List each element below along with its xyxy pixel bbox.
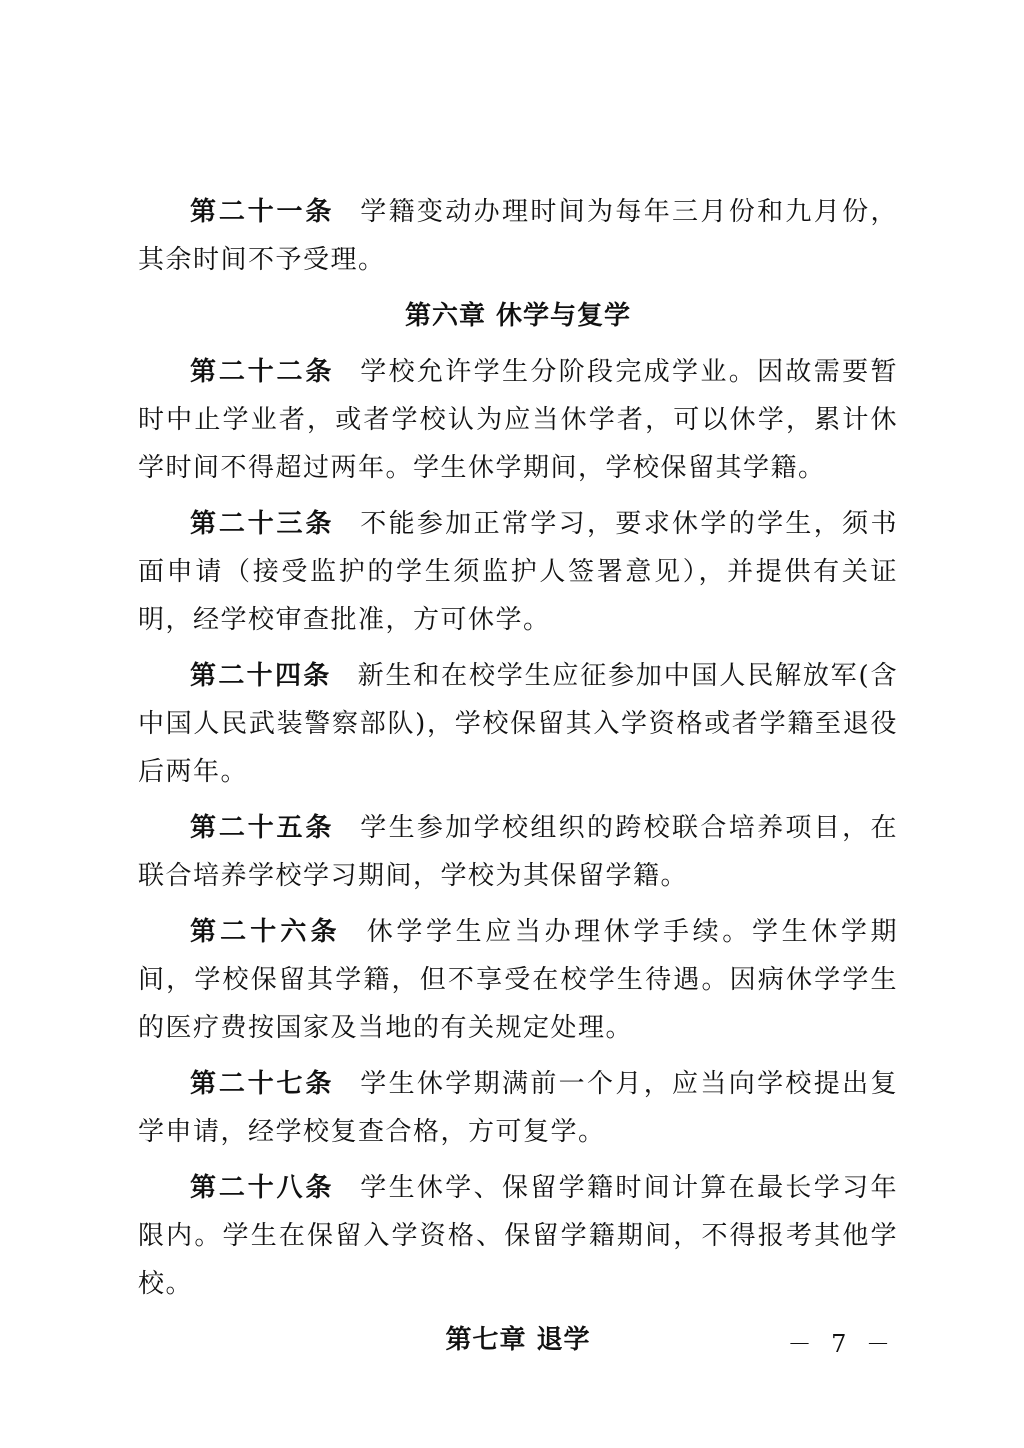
article-28 bbox=[138, 1164, 898, 1308]
article-21 bbox=[138, 188, 898, 284]
article-number: 第二十五条 bbox=[190, 813, 335, 843]
page-number: － 7 － bbox=[787, 1330, 896, 1358]
article-number: 第二十一条 bbox=[190, 197, 335, 227]
article-number: 第二十四条 bbox=[190, 661, 332, 691]
article-text: 学校允许学生分阶段完成学业。因故需要暂时中止学业者，或者学校认为应当休学者，可以休学，累计休学时间不得超过两年。学生休学期间，学校保留其学籍。 bbox=[138, 357, 898, 483]
article-text: 学生参加学校组织的跨校联合培养项目，在联合培养学校学习期间，学校为其保留学籍。 bbox=[138, 813, 898, 891]
article-number: 第二十八条 bbox=[190, 1173, 335, 1203]
article-text: 休学学生应当办理休学手续。学生休学期间，学校保留其学籍，但不享受在校学生待遇。因病休学学生的医疗费按国家及当地的有关规定处理。 bbox=[138, 917, 898, 1043]
article-text: 学籍变动办理时间为每年三月份和九月份，其余时间不予受理。 bbox=[138, 197, 898, 275]
article-number: 第二十二条 bbox=[190, 357, 335, 387]
article-number: 第二十六条 bbox=[190, 917, 341, 947]
page-content bbox=[138, 188, 898, 1372]
article-number: 第二十三条 bbox=[190, 509, 335, 539]
article-text: 学生休学期满前一个月，应当向学校提出复学申请，经学校复查合格，方可复学。 bbox=[138, 1069, 898, 1147]
article-27 bbox=[138, 1060, 898, 1156]
article-23 bbox=[138, 500, 898, 644]
article-24 bbox=[138, 652, 898, 796]
article-26 bbox=[138, 908, 898, 1052]
article-number: 第二十七条 bbox=[190, 1069, 335, 1099]
article-25 bbox=[138, 804, 898, 900]
article-text: 不能参加正常学习，要求休学的学生，须书面申请（接受监护的学生须监护人签署意见），并提供有关证明，经学校审查批准，方可休学。 bbox=[138, 509, 898, 635]
chapter-6-heading: 第六章 休学与复学 bbox=[404, 301, 632, 331]
article-text: 新生和在校学生应征参加中国人民解放军(含中国人民武装警察部队)，学校保留其入学资格或者学籍至退役后两年。 bbox=[138, 661, 898, 787]
article-text: 学生休学、保留学籍时间计算在最长学习年限内。学生在保留入学资格、保留学籍期间，不得报考其他学校。 bbox=[138, 1173, 898, 1299]
article-22 bbox=[138, 348, 898, 492]
chapter-7-heading: 第七章 退学 bbox=[445, 1325, 591, 1355]
